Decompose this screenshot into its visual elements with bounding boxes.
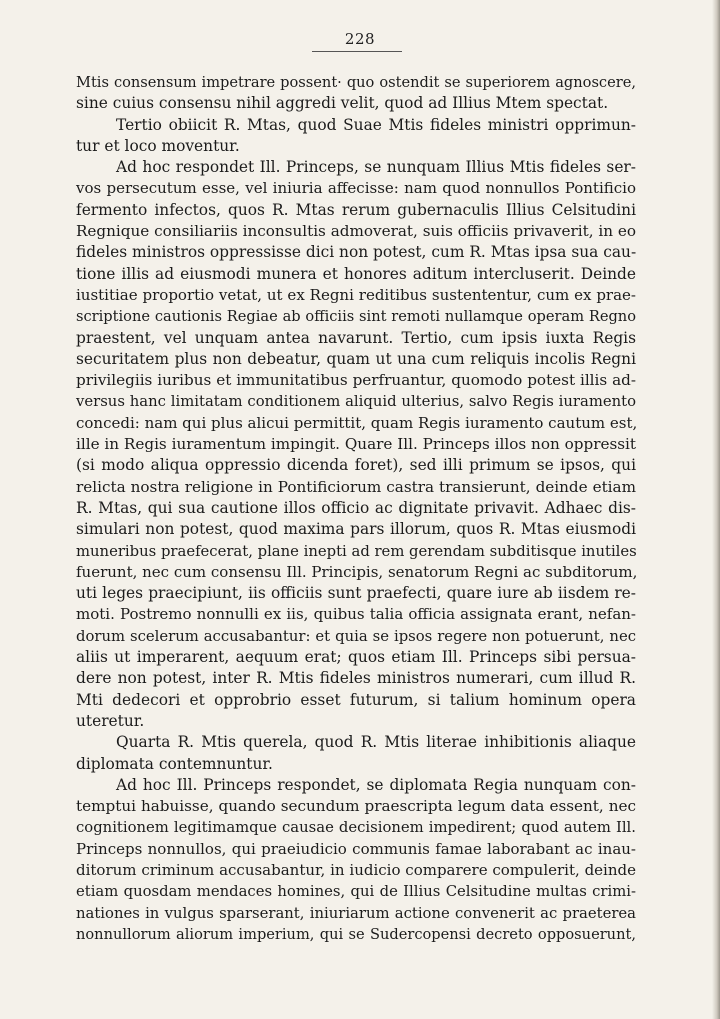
- text-line: privilegiis iuribus et immunitatibus perfruantur, quomodo potest illis ad-: [76, 371, 636, 390]
- text-line: Mti dedecori et opprobrio esset futurum, si talium hominum opera: [76, 690, 636, 709]
- text-line: muneribus praefecerat, plane inepti ad rem gerendam subditisque inutiles: [76, 542, 637, 560]
- text-line: dorum scelerum accusabantur: et quia se ipsos regere non potuerunt, nec: [76, 627, 636, 645]
- text-line: Princeps nonnullos, qui praeiudicio communis famae laborabant ac inau-: [76, 839, 636, 858]
- text-line: temptui habuisse, quando secundum praescripta legum data essent, nec: [76, 797, 636, 816]
- page-number: 228: [344, 30, 376, 48]
- text-line: simulari non potest, quod maxima pars illorum, quos R. Mtas eiusmodi: [76, 520, 636, 539]
- text-line: diplomata contemnuntur.: [76, 754, 273, 773]
- text-line: securitatem plus non debeatur, quam ut una cum reliquis incolis Regni: [76, 349, 636, 368]
- text-line: versus hanc limitatam conditionem aliquid ulterius, salvo Regis iuramento: [76, 393, 636, 411]
- page-number-rule: [312, 51, 402, 52]
- text-line: nonnullorum aliorum imperium, qui se Sudercopensi decreto opposuerunt,: [76, 925, 636, 943]
- text-line: praestent, vel unquam antea navarunt. Tertio, cum ipsis iuxta Regis: [76, 328, 636, 347]
- text-line: R. Mtas, qui sua cautione illos officio ac dignitate privavit. Adhaec dis-: [76, 498, 636, 517]
- text-line: cognitionem legitimamque causae decisionem impedirent; quod autem Ill.: [76, 819, 636, 837]
- text-line: ille in Regis iuramentum impingit. Quare Ill. Princeps illos non oppressit: [76, 435, 636, 454]
- text-line: sine cuius consensu nihil aggredi velit, quod ad Illius Mtem spectat.: [76, 94, 609, 113]
- text-line: Mtis consensum impetrare possent· quo ostendit se superiorem agnoscere,: [76, 74, 636, 91]
- text-line: Tertio obiicit R. Mtas, quod Suae Mtis fideles ministri opprimun-: [116, 115, 636, 134]
- text-line: fideles ministros oppressisse dici non potest, cum R. Mtas ipsa sua cau-: [76, 243, 637, 262]
- text-line: relicta nostra religione in Pontificiorum castra transierunt, deinde etiam: [76, 477, 636, 496]
- body-text: [76, 72, 636, 945]
- text-line: uti leges praecipiunt, iis officiis sunt praefecti, quare iure ab iisdem re-: [76, 584, 636, 603]
- text-line: scriptione cautionis Regiae ab officiis sint remoti nullamque operam Regno: [76, 308, 636, 326]
- text-line: dere non potest, inter R. Mtis fideles ministros numerari, cum illud R.: [76, 669, 636, 688]
- text-line: Regnique consiliariis inconsultis admoverat, suis officiis privaverit, in eo: [76, 222, 636, 241]
- text-line: tur et loco moventur.: [76, 136, 240, 155]
- text-line: fermento infectos, quos R. Mtas rerum gubernaculis Illius Celsitudini: [76, 200, 636, 219]
- text-line: concedi: nam qui plus alicui permittit, quam Regis iuramento cautum est,: [76, 413, 638, 432]
- text-line: etiam quosdam mendaces homines, qui de Illius Celsitudine multas crimi-: [76, 883, 636, 901]
- text-line: vos persecutum esse, vel iniuria affecisse: nam quod nonnullos Pontificio: [76, 179, 636, 198]
- text-line: Ad hoc respondet Ill. Princeps, se nunquam Illius Mtis fideles ser-: [116, 158, 636, 177]
- text-line: tione illis ad eiusmodi munera et honores aditum intercluserit. Deinde: [76, 264, 636, 283]
- text-line: fuerunt, nec cum consensu Ill. Principis, senatorum Regni ac subditorum,: [76, 562, 638, 581]
- text-line: iustitiae proportio vetat, ut ex Regni reditibus sustententur, cum ex prae-: [76, 285, 636, 304]
- text-line: ditorum criminum accusabantur, in iudicio comparere compulerit, deinde: [76, 860, 636, 879]
- text-line: nationes in vulgus sparserant, iniuriarum actione convenerit ac praeterea: [76, 904, 636, 922]
- text-line: (si modo aliqua oppressio dicenda foret), sed illi primum se ipsos, qui: [76, 456, 636, 475]
- text-line: moti. Postremo nonnulli ex iis, quibus talia officia assignata erant, nefan-: [76, 605, 636, 624]
- text-line: Ad hoc Ill. Princeps respondet, se diplomata Regia nunquam con-: [116, 775, 636, 794]
- text-line: aliis ut imperarent, aequum erat; quos etiam Ill. Princeps sibi persua-: [76, 648, 636, 667]
- text-line: uteretur.: [76, 711, 145, 730]
- page-edge-shadow: [712, 0, 720, 1019]
- text-line: Quarta R. Mtis querela, quod R. Mtis literae inhibitionis aliaque: [116, 733, 636, 752]
